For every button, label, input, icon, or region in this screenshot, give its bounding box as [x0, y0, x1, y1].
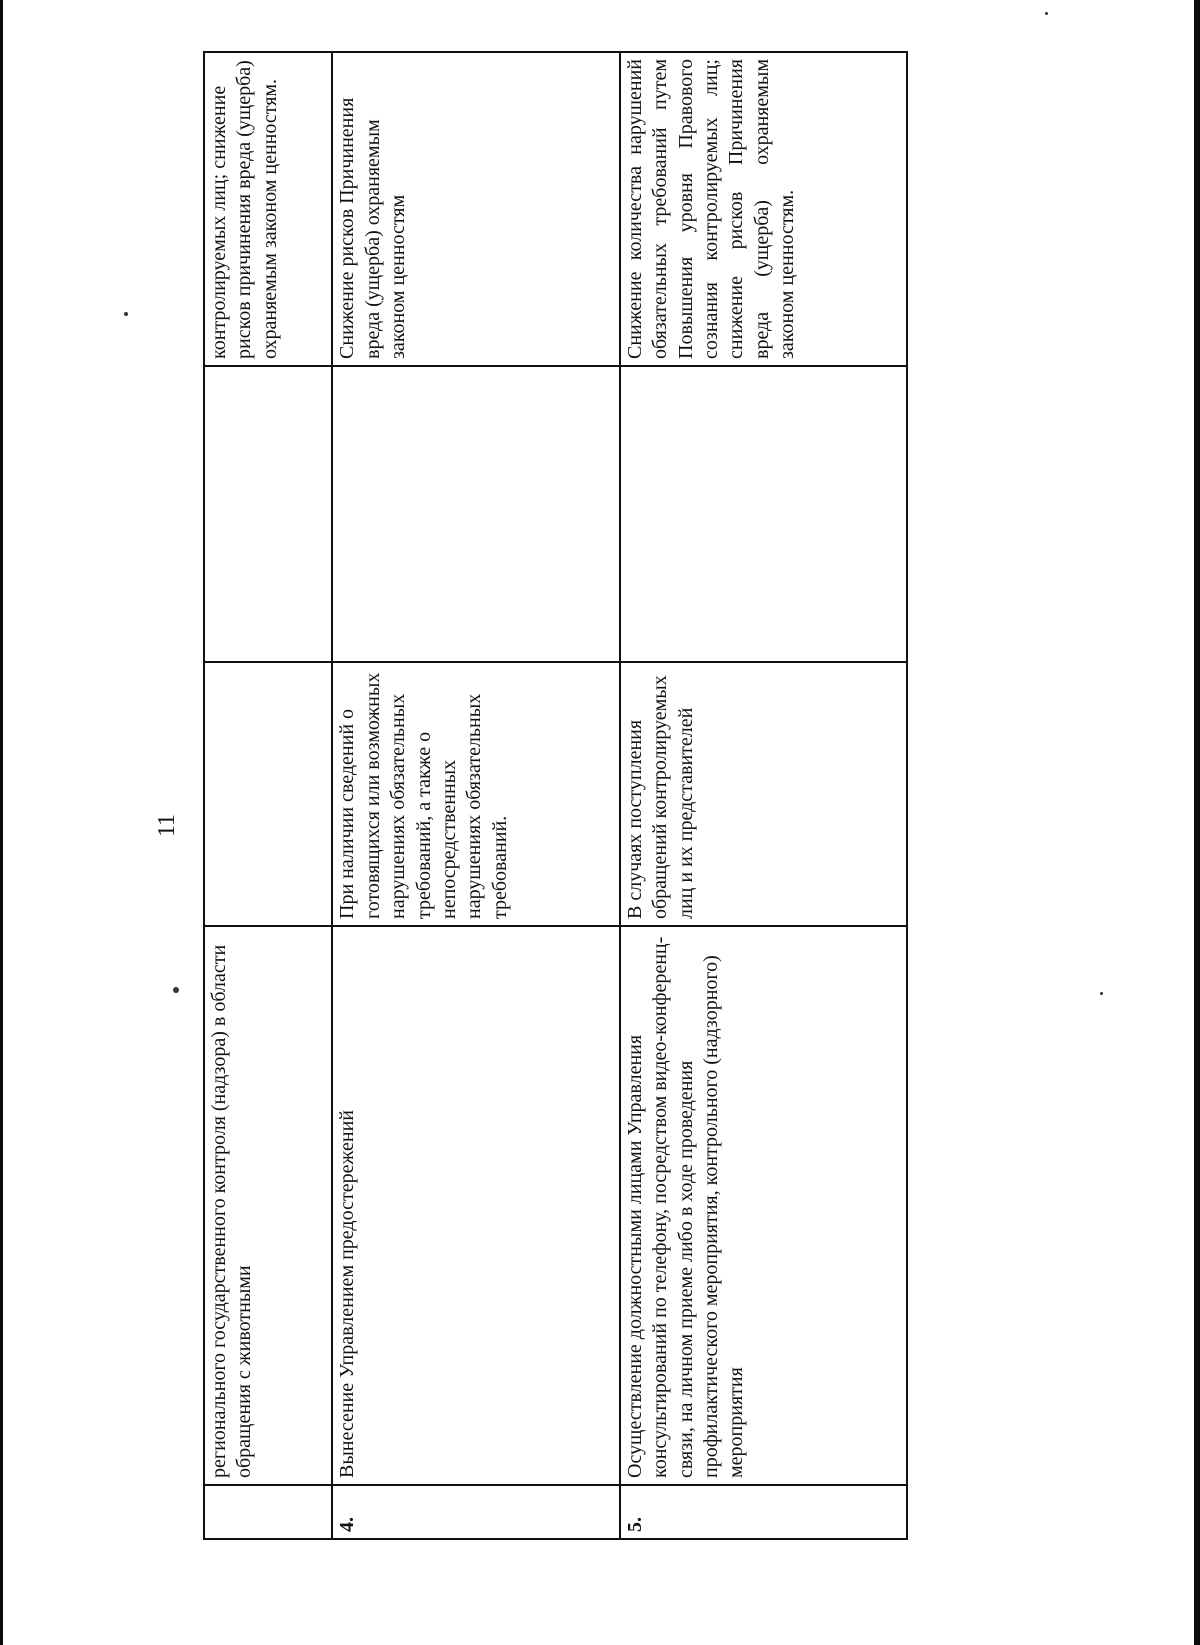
- row-number: 5.: [620, 1485, 907, 1539]
- scan-speck: [1100, 992, 1103, 995]
- row-number: 4.: [332, 1485, 619, 1539]
- row-number: [204, 1485, 332, 1539]
- table-row: [620, 52, 907, 1539]
- timing-cell: В случаях поступления обращений контролируемых лиц и их представителей: [620, 662, 907, 926]
- scan-speck: [124, 312, 128, 316]
- scan-speck: [173, 987, 179, 993]
- scan-edge-left: [0, 0, 3, 1645]
- activity-cell: Осуществление должностными лицами Управления консультирований по телефону, посредством видео-конференц- связи, на личном приеме либо в ходе проведения профилактического мероприятия, контрольного (надзорного) мероприятия: [620, 926, 907, 1485]
- timing-cell: [204, 662, 332, 926]
- result-cell: Снижение количества нарушений обязательных требований путем Повышения уровня Правового сознания контролируемых лиц; снижение рисков Причинения вреда (ущерба) охраняемым законом ценностям.: [620, 52, 907, 366]
- rotated-table-container: [203, 59, 908, 1540]
- timing-cell: При наличии сведений о готовящихся или возможных нарушениях обязательных требований, а также о непосредственных нарушениях обязательных требований.: [332, 662, 619, 926]
- scan-speck: [1045, 12, 1048, 15]
- table-row: [204, 52, 332, 1539]
- result-cell: Снижение рисков Причинения вреда (ущерба) охраняемым законом ценностям: [332, 52, 619, 366]
- table-row: [332, 52, 619, 1539]
- activity-cell: регионального государственного контроля (надзора) в области обращения с животными: [204, 926, 332, 1485]
- responsible-cell: [332, 366, 619, 662]
- result-cell: контролируемых лиц; снижение рисков причинения вреда (ущерба) охраняемым законом ценностям.: [204, 52, 332, 366]
- measures-table: [203, 51, 908, 1540]
- page-number: 11: [154, 813, 181, 838]
- responsible-cell: [204, 366, 332, 662]
- scan-edge-right: [1194, 0, 1200, 1645]
- responsible-cell: [620, 366, 907, 662]
- activity-cell: Вынесение Управлением предостережений: [332, 926, 619, 1485]
